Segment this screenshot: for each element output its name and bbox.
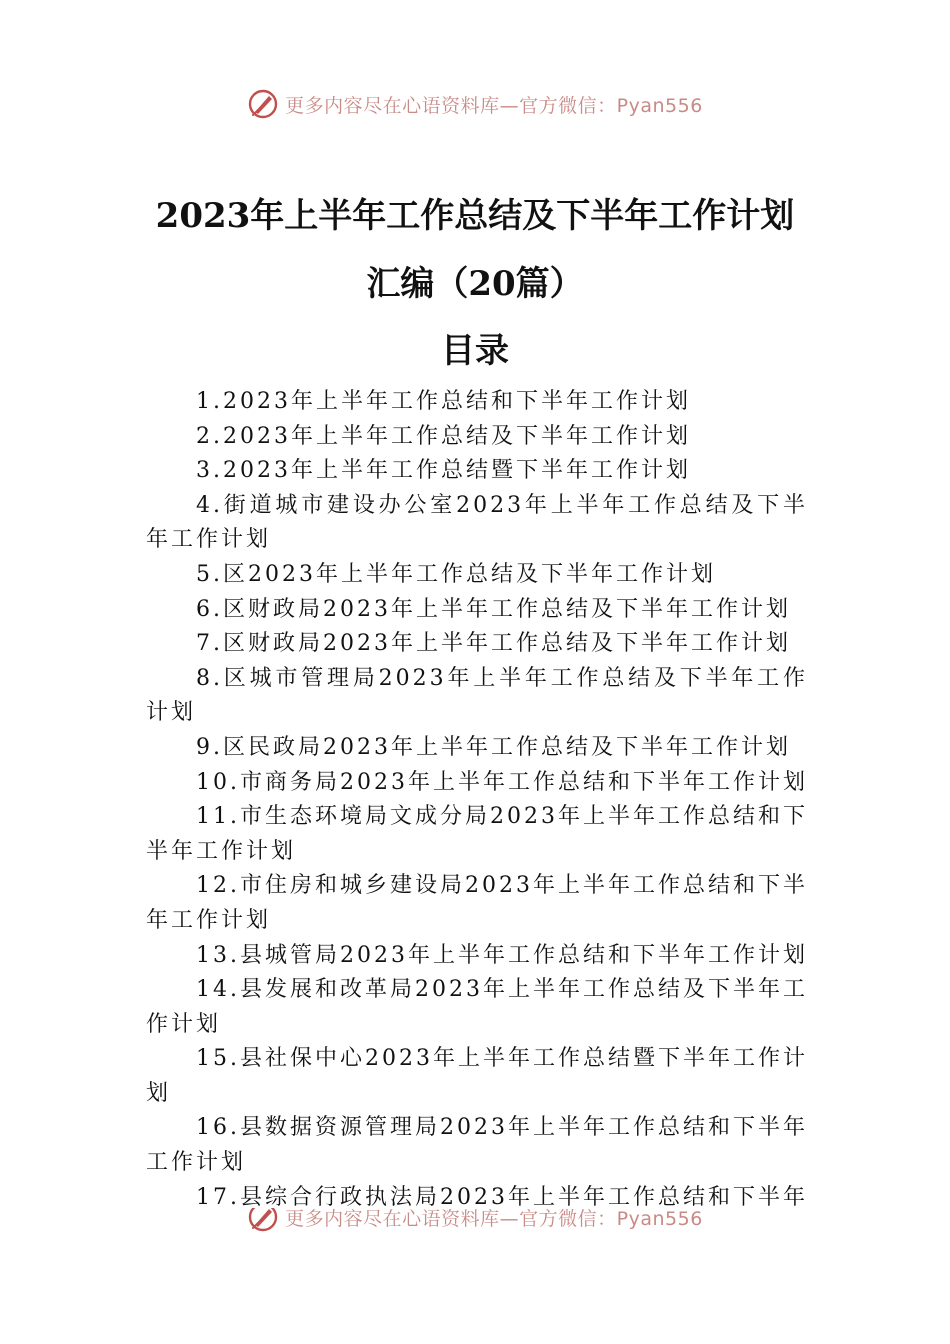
toc-item[interactable]: 3.2023年上半年工作总结暨下半年工作计划 <box>196 458 691 484</box>
toc-item[interactable]: 15.县社保中心2023年上半年工作总结暨下半年工作计划 <box>146 1046 808 1106</box>
toc-item[interactable]: 2.2023年上半年工作总结及下半年工作计划 <box>196 423 691 449</box>
toc-item[interactable]: 17.县综合行政执法局2023年上半年工作总结和下半年 <box>196 1184 808 1210</box>
toc-item[interactable]: 13.县城管局2023年上半年工作总结和下半年工作计划 <box>196 942 808 968</box>
toc-item[interactable]: 14.县发展和改革局2023年上半年工作总结及下半年工作计划 <box>146 977 808 1037</box>
toc-item[interactable]: 16.县数据资源管理局2023年上半年工作总结和下半年工作计划 <box>146 1115 808 1176</box>
quill-pen-icon <box>247 1208 279 1233</box>
watermark-footer <box>0 1208 950 1238</box>
quill-pen-icon <box>247 88 279 120</box>
watermark-header <box>0 86 950 122</box>
toc-item[interactable]: 8.区城市管理局2023年上半年工作总结及下半年工作计划 <box>146 665 808 726</box>
toc-item[interactable]: 9.区民政局2023年上半年工作总结及下半年工作计划 <box>196 734 791 760</box>
table-of-contents <box>146 385 808 1215</box>
toc-item[interactable]: 10.市商务局2023年上半年工作总结和下半年工作计划 <box>196 769 808 795</box>
toc-item[interactable]: 12.市住房和城乡建设局2023年上半年工作总结和下半年工作计划 <box>146 873 808 933</box>
toc-item[interactable]: 7.区财政局2023年上半年工作总结及下半年工作计划 <box>196 631 791 657</box>
toc-item[interactable]: 11.市生态环境局文成分局2023年上半年工作总结和下半年工作计划 <box>146 804 808 864</box>
document-title-line2: 汇编（20篇） <box>366 264 584 304</box>
toc-item[interactable]: 6.区财政局2023年上半年工作总结及下半年工作计划 <box>196 596 791 622</box>
watermark-text: 更多内容尽在心语资料库—官方微信：Pyan556 <box>285 94 703 117</box>
toc-heading: 目录 <box>441 331 509 371</box>
toc-item[interactable]: 5.区2023年上半年工作总结及下半年工作计划 <box>196 561 716 587</box>
document-title-line1: 2023年上半年工作总结及下半年工作计划 <box>155 196 795 236</box>
watermark-text: 更多内容尽在心语资料库—官方微信：Pyan556 <box>285 1208 703 1230</box>
toc-item[interactable]: 1.2023年上半年工作总结和下半年工作计划 <box>196 389 691 414</box>
toc-item[interactable]: 4.街道城市建设办公室2023年上半年工作总结及下半年工作计划 <box>146 492 808 553</box>
